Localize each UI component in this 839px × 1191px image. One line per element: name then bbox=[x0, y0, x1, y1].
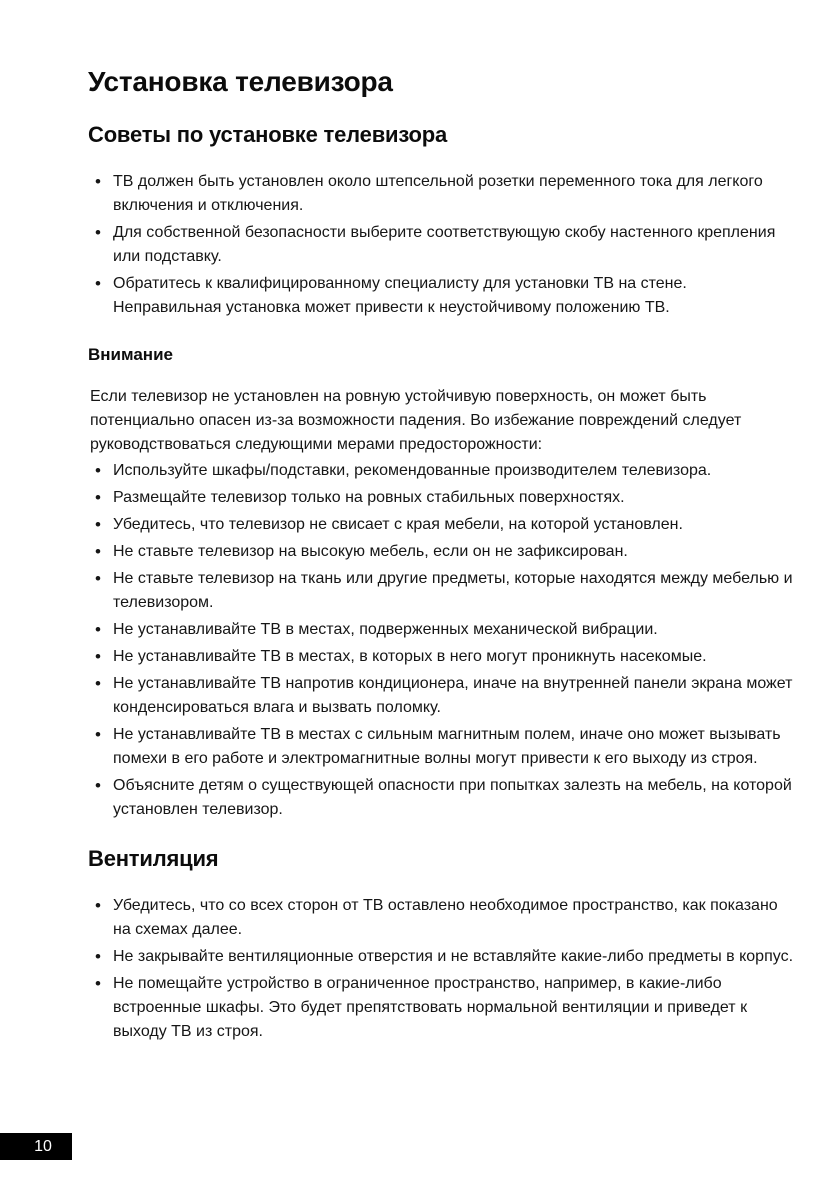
list-item: • ТВ должен быть установлен около штепсельной розетки переменного тока для легкого включения и отключения. bbox=[95, 170, 794, 218]
attention-list bbox=[88, 459, 794, 822]
list-item: • Объясните детям о существующей опасности при попытках залезть на мебель, на которой установлен телевизор. bbox=[95, 774, 794, 822]
spacer bbox=[88, 336, 794, 344]
section-heading-ventilation: Вентиляция bbox=[88, 846, 219, 871]
list-item: • Не закрывайте вентиляционные отверстия и не вставляйте какие-либо предметы в корпус. bbox=[95, 945, 794, 969]
list-item: • Убедитесь, что телевизор не свисает с края мебели, на которой установлен. bbox=[95, 513, 794, 537]
list-item: • Не устанавливайте ТВ в местах с сильным магнитным полем, иначе оно может вызывать помехи в его работе и электромагнитные волны могут привести к его выходу из строя. bbox=[95, 723, 794, 771]
list-item: • Не устанавливайте ТВ в местах, подверженных механической вибрации. bbox=[95, 618, 794, 642]
attention-intro-paragraph: Если телевизор не установлен на ровную устойчивую поверхность, он может быть потенциально опасен из-за возможности падения. Во избежание повреждений следует руководствоваться следующими мерами предосторожности: bbox=[90, 388, 742, 453]
spacer bbox=[88, 838, 794, 846]
list-item: • Не ставьте телевизор на ткань или другие предметы, которые находятся между мебелью и телевизором. bbox=[95, 567, 794, 615]
page-number-box bbox=[0, 1133, 72, 1160]
list-item: • Не устанавливайте ТВ напротив кондиционера, иначе на внутренней панели экрана может конденсироваться влага и вызвать поломку. bbox=[95, 672, 794, 720]
list-item: • Не помещайте устройство в ограниченное пространство, например, в какие-либо встроенные шкафы. Это будет препятствовать нормальной вентиляции и приведет к выходу ТВ из строя. bbox=[95, 972, 794, 1044]
page-number: 10 bbox=[34, 1138, 52, 1155]
tips-list bbox=[88, 170, 794, 320]
list-item: • Не устанавливайте ТВ в местах, в которых в него могут проникнуть насекомые. bbox=[95, 645, 794, 669]
list-item: • Убедитесь, что со всех сторон от ТВ оставлено необходимое пространство, как показано на схемах далее. bbox=[95, 894, 794, 942]
ventilation-list bbox=[88, 894, 794, 1044]
section-heading-tips: Советы по установке телевизора bbox=[88, 122, 448, 147]
list-item: • Используйте шкафы/подставки, рекомендованные производителем телевизора. bbox=[95, 459, 794, 483]
section-heading-attention: Внимание bbox=[88, 345, 173, 364]
list-item: • Размещайте телевизор только на ровных стабильных поверхностях. bbox=[95, 486, 794, 510]
page-title: Установка телевизора bbox=[88, 66, 393, 97]
list-item: • Обратитесь к квалифицированному специалисту для установки ТВ на стене. Неправильная установка может привести к неустойчивому положению ТВ. bbox=[95, 272, 794, 320]
list-item: • Не ставьте телевизор на высокую мебель, если он не зафиксирован. bbox=[95, 540, 794, 564]
list-item: • Для собственной безопасности выберите соответствующую скобу настенного крепления или подставку. bbox=[95, 221, 794, 269]
document-page bbox=[88, 66, 794, 1060]
